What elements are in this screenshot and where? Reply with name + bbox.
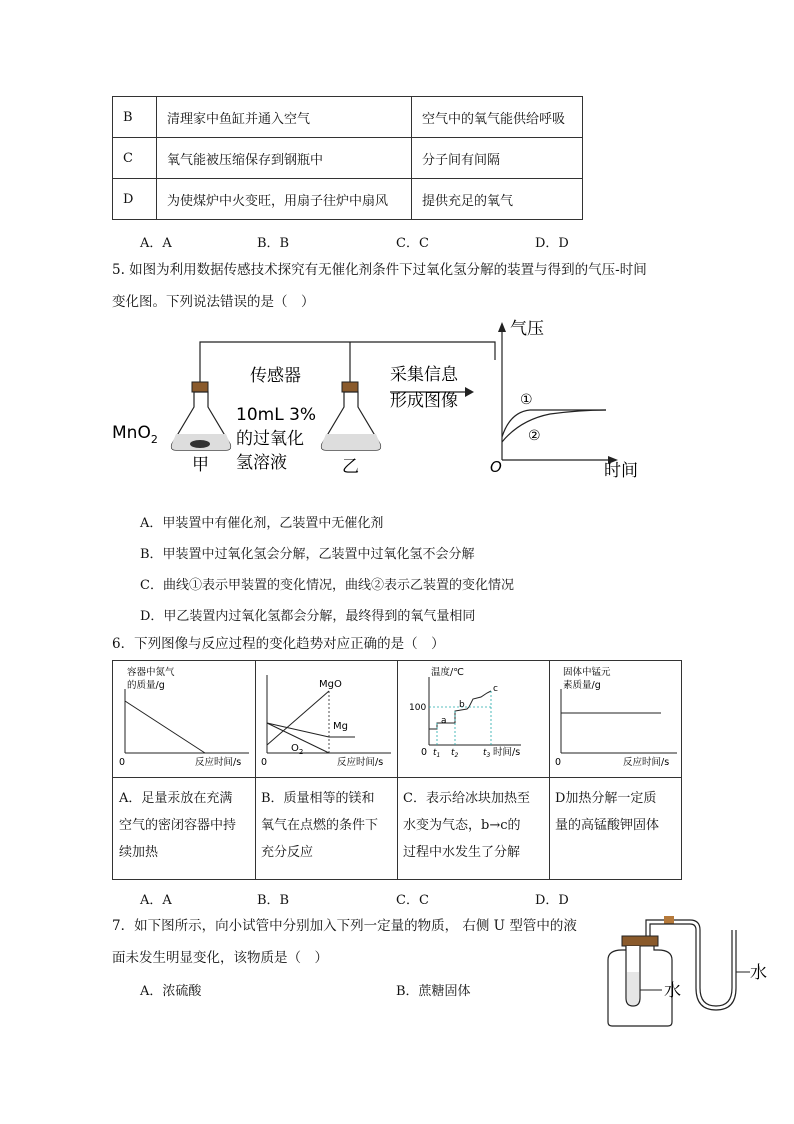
row-label: C [113, 138, 157, 179]
q4-option-c[interactable]: C．C [396, 236, 429, 251]
graph-b-o2: $O_2$ [291, 743, 304, 756]
line-nitrogen [125, 701, 205, 753]
q5-option-b[interactable]: B．甲装置中过氧化氢会分解，乙装置中过氧化氢不会分解 [140, 547, 475, 562]
row-description: 清理家中鱼缸并通入空气 [157, 97, 412, 138]
graph-d-xlabel: 反应时间/s [623, 757, 670, 768]
q6-cell-c: C．表示给冰块加热至 水变为气态，b→c的 过程中水发生了分解 [403, 791, 530, 860]
q4-table [112, 96, 583, 220]
flask-b [322, 382, 381, 450]
graph-a-origin: 0 [119, 757, 126, 768]
graph-c-origin: 0 [421, 747, 428, 758]
q6-option-d[interactable]: D．D [535, 893, 569, 908]
test-tube-water [627, 972, 639, 1005]
q4-option-b[interactable]: B．B [257, 236, 290, 251]
graph-d-ylabel-1: 固体中锰元 [563, 667, 611, 678]
rubber-joint [664, 916, 674, 924]
solution-label-2: 的过氧化 [236, 429, 304, 449]
curve-1-label: ① [520, 392, 533, 408]
q7-option-b[interactable]: B．蔗糖固体 [396, 984, 471, 999]
bottle-stopper [622, 936, 658, 946]
u-tube-water-label: 水 [750, 963, 767, 983]
graph-a-xlabel: 反应时间/s [195, 757, 242, 768]
sensor-label: 传感器 [250, 366, 301, 386]
mno2-label: MnO$_2$ [112, 423, 158, 446]
solution-label-3: 氢溶液 [236, 453, 287, 473]
pressure-graph [490, 319, 638, 481]
graph-c-t1: $t_1$ [433, 748, 441, 759]
collect-label-2: 形成图像 [390, 391, 458, 411]
q6-cell-d: D加热分解一定质 量的高锰酸钾固体 [555, 791, 660, 833]
graph-d-ylabel-2: 素质量/g [563, 680, 601, 691]
q5-option-d[interactable]: D．甲乙装置内过氧化氢都会分解，最终得到的氧气量相同 [140, 609, 476, 624]
q7-stem-line2: 面未发生明显变化，该物质是（ ） [112, 950, 328, 966]
graph-c-point-b: b [459, 700, 465, 710]
q6-graph-a [113, 661, 255, 777]
graph-c-point-a: a [441, 716, 447, 726]
q5-stem-line1: 5. 如图为利用数据传感技术探究有无催化剂条件下过氧化氢分解的装置与得到的气压-时间 [112, 262, 647, 278]
row-label: D [113, 179, 157, 220]
q6-option-b[interactable]: B．B [257, 893, 290, 908]
q6-stem: 6．下列图像与反应过程的变化趋势对应正确的是（ ） [112, 636, 445, 652]
q7-option-a[interactable]: A．浓硫酸 [140, 984, 202, 999]
q5-option-a[interactable]: A．甲装置中有催化剂，乙装置中无催化剂 [140, 516, 384, 531]
line-mg [267, 723, 329, 737]
x-axis-label: 时间 [604, 461, 638, 481]
line-temperature [429, 691, 491, 729]
graph-a-ylabel-2: 的质量/g [127, 680, 165, 691]
flask-a [172, 382, 231, 450]
arrow-head [465, 387, 474, 397]
table-row [113, 179, 583, 220]
graph-c-ylabel: 温度/℃ [431, 667, 464, 678]
graph-c-point-c: c [493, 684, 498, 694]
curve-2-label: ② [528, 428, 541, 444]
line-mgo [267, 691, 329, 745]
q7-stem-line1: 7．如下图所示，向小试管中分别加入下列一定量的物质， 右侧 U 型管中的液 [112, 918, 577, 934]
graph-c-tick: 100 [409, 703, 427, 713]
q6-graph-b [255, 661, 397, 777]
q6-option-c[interactable]: C．C [396, 893, 429, 908]
flask-b-label: 乙 [342, 457, 359, 477]
solution-label-1: 10mL 3% [236, 405, 317, 425]
graph-b-mg: Mg [333, 721, 348, 732]
row-description: 氧气能被压缩保存到钢瓶中 [157, 138, 412, 179]
origin-label: O [490, 458, 502, 476]
tube-water-label: 水 [664, 981, 681, 1001]
q5-figure [110, 312, 650, 482]
y-axis-label: 气压 [510, 319, 544, 339]
q6-graph-table [112, 660, 682, 880]
q4-option-a[interactable]: A．A [140, 236, 172, 251]
graph-b-mgo: MgO [319, 679, 342, 690]
q6-graph-d [549, 661, 681, 777]
row-label: B [113, 97, 157, 138]
q6-graph-c [397, 661, 549, 777]
graph-d-origin: 0 [555, 757, 562, 768]
q6-option-a[interactable]: A．A [140, 893, 172, 908]
collect-label-1: 采集信息 [390, 365, 458, 385]
graph-c-xlabel: 时间/s [493, 747, 521, 758]
q6-cell-a: A．足量汞放在充满 空气的密闭容器中持 续加热 [119, 791, 237, 860]
q6-cell-b: B．质量相等的镁和 氧气在点燃的条件下 充分反应 [261, 791, 379, 860]
graph-b-xlabel: 反应时间/s [337, 757, 384, 768]
table-row [113, 97, 583, 138]
q5-option-c[interactable]: C．曲线①表示甲装置的变化情况，曲线②表示乙装置的变化情况 [140, 578, 514, 593]
table-row [113, 138, 583, 179]
q7-figure [600, 910, 780, 1030]
row-reason: 分子间有间隔 [412, 138, 583, 179]
graph-c-t2: $t_2$ [451, 748, 459, 759]
row-description: 为使煤炉中火变旺，用扇子往炉中扇风 [157, 179, 412, 220]
graph-a-ylabel-1: 容器中氮气 [127, 667, 175, 678]
row-reason: 提供充足的氧气 [412, 179, 583, 220]
graph-b-origin: 0 [261, 757, 268, 768]
q5-stem-line2: 变化图。下列说法错误的是（ ） [112, 294, 315, 310]
row-reason: 空气中的氧气能供给呼吸 [412, 97, 583, 138]
flask-a-label: 甲 [192, 455, 209, 475]
graph-c-t3: $t_3$ [483, 748, 491, 759]
q4-option-d[interactable]: D．D [535, 236, 569, 251]
